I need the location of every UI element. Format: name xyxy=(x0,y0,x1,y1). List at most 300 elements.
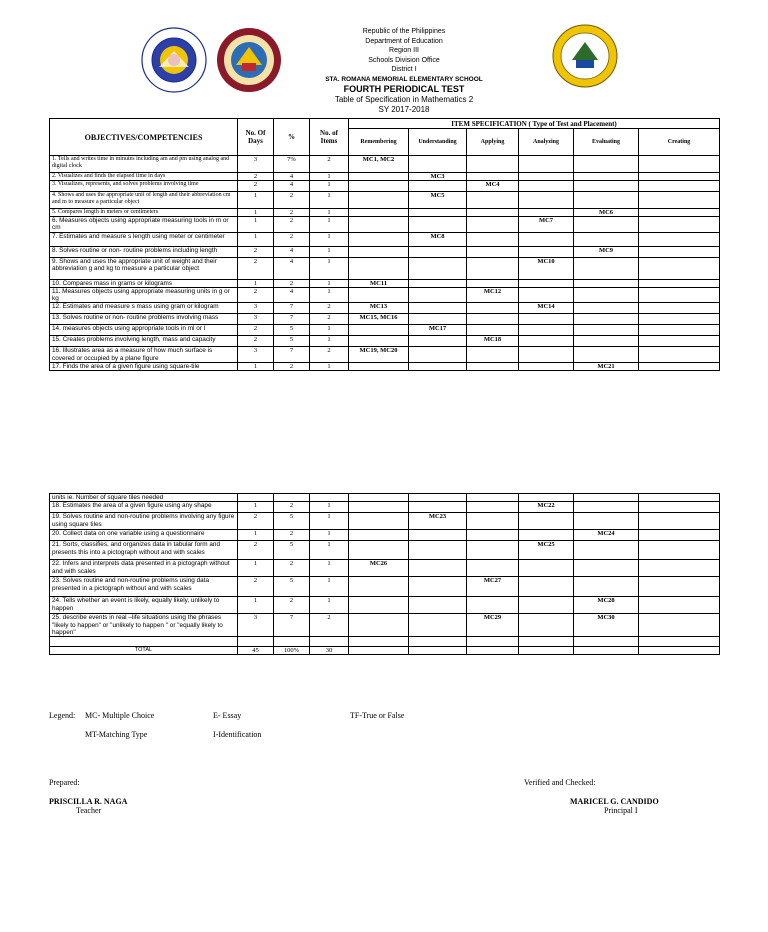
cell-evaluating xyxy=(574,173,639,181)
cell-remembering xyxy=(349,246,409,257)
cell-items: 30 xyxy=(310,647,349,655)
cell-understanding xyxy=(409,502,467,513)
cell-days: 1 xyxy=(238,530,274,541)
cell-objective: 4. Shows and uses the appropriate unit of length and their abbreviation cm and m to measure a particular object xyxy=(50,192,238,209)
cell-applying xyxy=(467,502,519,513)
cell-analyzing: MC14 xyxy=(519,303,574,314)
cell-understanding: MC23 xyxy=(409,513,467,530)
cell-analyzing xyxy=(519,560,574,577)
test-title: FOURTH PERIODICAL TEST xyxy=(343,84,465,94)
cell-creating xyxy=(639,173,720,181)
table-row xyxy=(50,209,720,217)
cell-applying xyxy=(467,232,519,246)
cell-analyzing xyxy=(519,647,574,655)
cell-understanding xyxy=(409,530,467,541)
header-applying: Applying xyxy=(467,129,519,156)
cell-percent: 100% xyxy=(274,647,310,655)
cell-analyzing xyxy=(519,347,574,363)
header-remembering: Remembering xyxy=(349,129,409,156)
cell-days: 3 xyxy=(238,614,274,637)
cell-objective: 7. Estimates and measure s length using meter or centimeter xyxy=(50,232,238,246)
verified-name: MARICEL G. CANDIDO xyxy=(570,797,659,806)
cell-analyzing xyxy=(519,363,574,371)
cell-items: 1 xyxy=(310,530,349,541)
cell-objective: 3. Visualizes, represents, and solves problems involving time xyxy=(50,181,238,192)
cell-objective: 11. Measures objects using appropriate measuring units in g or kg xyxy=(50,287,238,303)
cell-days: 2 xyxy=(238,181,274,192)
cell-creating xyxy=(639,597,720,614)
cell-creating xyxy=(639,325,720,336)
cell-creating xyxy=(639,181,720,192)
cell-understanding xyxy=(409,363,467,371)
cell-evaluating xyxy=(574,541,639,560)
cell-items: 1 xyxy=(310,502,349,513)
cell-items: 1 xyxy=(310,325,349,336)
cell-remembering xyxy=(349,502,409,513)
verified-role: Principal I xyxy=(604,806,638,815)
header-creating: Creating xyxy=(639,129,720,156)
cell-understanding xyxy=(409,336,467,347)
cell-objective: 13. Solves routine or non- routine problems involving mass xyxy=(50,314,238,325)
table-row xyxy=(50,192,720,209)
cell-analyzing xyxy=(519,577,574,597)
cell-applying xyxy=(467,560,519,577)
cell-applying xyxy=(467,173,519,181)
cell-items: 1 xyxy=(310,541,349,560)
cell-evaluating: MC28 xyxy=(574,597,639,614)
cell-applying xyxy=(467,530,519,541)
table-row xyxy=(50,647,720,655)
table-row xyxy=(50,336,720,347)
cell-analyzing xyxy=(519,597,574,614)
cell-days: 2 xyxy=(238,325,274,336)
cell-applying xyxy=(467,647,519,655)
cell-days: 1 xyxy=(238,217,274,233)
cell-understanding xyxy=(409,217,467,233)
cell-remembering xyxy=(349,192,409,209)
table-row xyxy=(50,513,720,530)
cell-creating xyxy=(639,513,720,530)
cell-applying xyxy=(467,637,519,647)
cell-days: 2 xyxy=(238,513,274,530)
cell-analyzing: MC10 xyxy=(519,257,574,279)
cell-applying xyxy=(467,279,519,287)
header-department: Department of Education xyxy=(365,37,443,45)
cell-items: 1 xyxy=(310,209,349,217)
cell-items: 2 xyxy=(310,156,349,173)
cell-days: 2 xyxy=(238,173,274,181)
table-row xyxy=(50,577,720,597)
cell-items: 2 xyxy=(310,614,349,637)
cell-creating xyxy=(639,637,720,647)
cell-analyzing xyxy=(519,530,574,541)
table-row xyxy=(50,287,720,303)
header-evaluating: Evaluating xyxy=(574,129,639,156)
cell-remembering xyxy=(349,325,409,336)
table-row xyxy=(50,257,720,279)
cell-objective: 14. measures objects using appropriate tools in ml or l xyxy=(50,325,238,336)
cell-understanding xyxy=(409,637,467,647)
table-row xyxy=(50,246,720,257)
cell-remembering xyxy=(349,637,409,647)
cell-understanding xyxy=(409,560,467,577)
cell-analyzing xyxy=(519,336,574,347)
cell-days: 1 xyxy=(238,192,274,209)
cell-understanding xyxy=(409,279,467,287)
cell-items: 1 xyxy=(310,173,349,181)
cell-remembering: MC15, MC16 xyxy=(349,314,409,325)
cell-days: 1 xyxy=(238,560,274,577)
cell-objective: 6. Measures objects using appropriate measuring tools in m or cm xyxy=(50,217,238,233)
cell-percent: 7 xyxy=(274,347,310,363)
cell-creating xyxy=(639,502,720,513)
cell-applying xyxy=(467,246,519,257)
cell-understanding xyxy=(409,314,467,325)
cell-items: 1 xyxy=(310,232,349,246)
cell-objective: 20. Collect data on one variable using a questionnaire xyxy=(50,530,238,541)
table-row xyxy=(50,232,720,246)
cell-analyzing xyxy=(519,637,574,647)
cell-creating xyxy=(639,363,720,371)
cell-remembering xyxy=(349,209,409,217)
table-row xyxy=(50,181,720,192)
cell-percent: 2 xyxy=(274,502,310,513)
cell-percent: 2 xyxy=(274,209,310,217)
cell-days: 2 xyxy=(238,246,274,257)
cell-applying: MC29 xyxy=(467,614,519,637)
cell-evaluating xyxy=(574,336,639,347)
legend-true-false: TF-True or False xyxy=(350,711,405,720)
table-row xyxy=(50,541,720,560)
cell-percent: 2 xyxy=(274,279,310,287)
cell-analyzing xyxy=(519,156,574,173)
cell-evaluating xyxy=(574,192,639,209)
cell-analyzing xyxy=(519,287,574,303)
cell-objective: 5. Compares length in meters or centimeters xyxy=(50,209,238,217)
cell-items: 1 xyxy=(310,560,349,577)
cell-objective: units ie. Number of square tiles needed xyxy=(50,494,238,502)
table-row xyxy=(50,279,720,287)
cell-creating xyxy=(639,303,720,314)
header-items: No. of Items xyxy=(310,119,349,156)
cell-evaluating xyxy=(574,577,639,597)
cell-days: 1 xyxy=(238,597,274,614)
cell-percent: 2 xyxy=(274,597,310,614)
cell-percent xyxy=(274,494,310,502)
cell-creating xyxy=(639,156,720,173)
cell-remembering xyxy=(349,287,409,303)
table-row xyxy=(50,173,720,181)
specification-table-part1 xyxy=(49,118,720,371)
cell-understanding xyxy=(409,347,467,363)
cell-analyzing xyxy=(519,279,574,287)
cell-applying xyxy=(467,156,519,173)
table-row xyxy=(50,637,720,647)
cell-creating xyxy=(639,530,720,541)
table-row xyxy=(50,325,720,336)
header-days: No. Of Days xyxy=(238,119,274,156)
cell-days: 2 xyxy=(238,257,274,279)
cell-applying: MC18 xyxy=(467,336,519,347)
cell-remembering xyxy=(349,577,409,597)
cell-remembering: MC13 xyxy=(349,303,409,314)
cell-evaluating xyxy=(574,513,639,530)
header-percent: % xyxy=(274,119,310,156)
cell-evaluating xyxy=(574,303,639,314)
table-row xyxy=(50,217,720,233)
cell-percent: 4 xyxy=(274,246,310,257)
legend-identification: I-Identification xyxy=(213,730,262,739)
cell-objective xyxy=(50,637,238,647)
cell-items: 1 xyxy=(310,513,349,530)
table-row xyxy=(50,347,720,363)
cell-understanding xyxy=(409,181,467,192)
cell-remembering xyxy=(349,217,409,233)
test-subtitle: Table of Specification in Mathematics 2 xyxy=(334,95,474,104)
cell-evaluating xyxy=(574,181,639,192)
cell-creating xyxy=(639,279,720,287)
cell-percent: 7 xyxy=(274,314,310,325)
prepared-label: Prepared: xyxy=(49,778,80,787)
cell-objective: 10. Compares mass in grams or kilograms xyxy=(50,279,238,287)
table-row xyxy=(50,363,720,371)
document-header xyxy=(20,27,768,115)
specification-table-part2 xyxy=(49,493,720,655)
cell-evaluating xyxy=(574,637,639,647)
cell-objective: 2. Visualizes and finds the elapsed time in days xyxy=(50,173,238,181)
cell-applying xyxy=(467,209,519,217)
cell-percent: 2 xyxy=(274,530,310,541)
header-republic: Republic of the Philippines xyxy=(362,28,446,35)
cell-creating xyxy=(639,647,720,655)
cell-days: 1 xyxy=(238,279,274,287)
cell-applying xyxy=(467,325,519,336)
cell-analyzing xyxy=(519,232,574,246)
cell-percent: 2 xyxy=(274,560,310,577)
cell-understanding xyxy=(409,303,467,314)
cell-percent: 7% xyxy=(274,156,310,173)
header-region: Region III xyxy=(389,47,419,54)
cell-objective: 15. Creates problems involving length, mass and capacity xyxy=(50,336,238,347)
cell-analyzing xyxy=(519,314,574,325)
cell-percent xyxy=(274,637,310,647)
cell-evaluating xyxy=(574,560,639,577)
cell-applying: MC12 xyxy=(467,287,519,303)
cell-remembering xyxy=(349,173,409,181)
cell-evaluating xyxy=(574,232,639,246)
cell-remembering xyxy=(349,494,409,502)
cell-creating xyxy=(639,209,720,217)
table-row xyxy=(50,597,720,614)
cell-creating xyxy=(639,494,720,502)
cell-analyzing xyxy=(519,209,574,217)
cell-analyzing xyxy=(519,513,574,530)
cell-evaluating xyxy=(574,347,639,363)
cell-evaluating xyxy=(574,156,639,173)
school-year: SY 2017-2018 xyxy=(378,105,430,114)
cell-remembering xyxy=(349,363,409,371)
cell-remembering: MC1, MC2 xyxy=(349,156,409,173)
cell-remembering xyxy=(349,257,409,279)
cell-objective: 22. Infers and interprets data presented in a pictograph without and with scales xyxy=(50,560,238,577)
cell-days: 1 xyxy=(238,363,274,371)
cell-days: 1 xyxy=(238,502,274,513)
cell-items: 1 xyxy=(310,287,349,303)
table-row xyxy=(50,560,720,577)
cell-applying xyxy=(467,257,519,279)
cell-applying xyxy=(467,217,519,233)
cell-evaluating: MC9 xyxy=(574,246,639,257)
cell-remembering xyxy=(349,513,409,530)
cell-remembering xyxy=(349,232,409,246)
cell-applying xyxy=(467,314,519,325)
cell-objective: 9. Shows and uses the appropriate unit of weight and their abbreviation g and kg to measure a particular object xyxy=(50,257,238,279)
cell-creating xyxy=(639,217,720,233)
cell-objective: 25. describe events in real –life situations using the phrases "likely to happen" or "unlikely to happen " or "equally likely to happen" xyxy=(50,614,238,637)
cell-understanding xyxy=(409,494,467,502)
cell-percent: 5 xyxy=(274,541,310,560)
cell-evaluating xyxy=(574,502,639,513)
cell-analyzing: MC22 xyxy=(519,502,574,513)
header-understanding: Understanding xyxy=(409,129,467,156)
cell-items: 1 xyxy=(310,257,349,279)
cell-items xyxy=(310,637,349,647)
cell-applying: MC27 xyxy=(467,577,519,597)
cell-creating xyxy=(639,232,720,246)
cell-creating xyxy=(639,287,720,303)
cell-understanding: MC17 xyxy=(409,325,467,336)
cell-days: 1 xyxy=(238,232,274,246)
cell-days: 3 xyxy=(238,347,274,363)
header-division: Schools Division Office xyxy=(368,56,440,64)
cell-objective: 17. Finds the area of a given figure using square-tile xyxy=(50,363,238,371)
legend-essay: E- Essay xyxy=(213,711,242,720)
cell-analyzing: MC7 xyxy=(519,217,574,233)
cell-percent: 2 xyxy=(274,217,310,233)
legend-label: Legend: xyxy=(49,711,76,720)
cell-items: 1 xyxy=(310,363,349,371)
cell-evaluating xyxy=(574,494,639,502)
cell-items xyxy=(310,494,349,502)
cell-analyzing: MC25 xyxy=(519,541,574,560)
legend-matching-type: MT-Matching Type xyxy=(85,730,148,739)
table-row xyxy=(50,530,720,541)
cell-understanding: MC8 xyxy=(409,232,467,246)
cell-items: 1 xyxy=(310,192,349,209)
cell-objective: 12. Estimates and measure s mass using gram or kilogram xyxy=(50,303,238,314)
header-objectives: OBJECTIVES/COMPETENCIES xyxy=(50,119,238,156)
cell-days: 45 xyxy=(238,647,274,655)
cell-creating xyxy=(639,560,720,577)
cell-percent: 2 xyxy=(274,232,310,246)
cell-items: 2 xyxy=(310,347,349,363)
cell-days: 3 xyxy=(238,314,274,325)
cell-percent: 5 xyxy=(274,513,310,530)
cell-creating xyxy=(639,192,720,209)
cell-remembering xyxy=(349,541,409,560)
cell-percent: 5 xyxy=(274,336,310,347)
table-row xyxy=(50,494,720,502)
cell-remembering: MC19, MC20 xyxy=(349,347,409,363)
cell-percent: 7 xyxy=(274,614,310,637)
cell-understanding xyxy=(409,647,467,655)
table-row xyxy=(50,502,720,513)
cell-remembering: MC26 xyxy=(349,560,409,577)
cell-understanding xyxy=(409,541,467,560)
cell-applying xyxy=(467,363,519,371)
cell-creating xyxy=(639,246,720,257)
cell-creating xyxy=(639,347,720,363)
cell-percent: 4 xyxy=(274,257,310,279)
cell-percent: 2 xyxy=(274,192,310,209)
cell-understanding xyxy=(409,156,467,173)
cell-objective: 8. Solves routine or non- routine problems including length xyxy=(50,246,238,257)
prepared-role: Teacher xyxy=(76,806,102,815)
cell-analyzing xyxy=(519,325,574,336)
legend-multiple-choice: MC- Multiple Choice xyxy=(85,711,155,720)
cell-objective: 1. Tells and writes time in minutes including am and pm using analog and digital clock xyxy=(50,156,238,173)
cell-items: 1 xyxy=(310,181,349,192)
cell-remembering xyxy=(349,647,409,655)
cell-creating xyxy=(639,541,720,560)
cell-understanding xyxy=(409,246,467,257)
cell-analyzing xyxy=(519,181,574,192)
cell-percent: 4 xyxy=(274,173,310,181)
cell-evaluating xyxy=(574,279,639,287)
cell-creating xyxy=(639,577,720,597)
cell-creating xyxy=(639,257,720,279)
cell-objective: 21. Sorts, classifies, and organizes data in tabular form and presents this into a pictograph without and with scales xyxy=(50,541,238,560)
cell-objective: 24. Tells whether an event is likely, equally likely, unlikely to happen xyxy=(50,597,238,614)
cell-objective: 19. Solves routine and non-routine problems involving any figure using square tiles xyxy=(50,513,238,530)
header-school: STA. ROMANA MEMORIAL ELEMENTARY SCHOOL xyxy=(325,75,483,83)
cell-days: 3 xyxy=(238,156,274,173)
cell-items: 1 xyxy=(310,246,349,257)
cell-items: 1 xyxy=(310,597,349,614)
cell-percent: 2 xyxy=(274,363,310,371)
header-district: District I xyxy=(391,66,417,73)
cell-items: 1 xyxy=(310,577,349,597)
cell-evaluating xyxy=(574,314,639,325)
cell-objective: TOTAL xyxy=(50,647,238,655)
table-row xyxy=(50,156,720,173)
cell-applying xyxy=(467,347,519,363)
cell-analyzing xyxy=(519,173,574,181)
cell-analyzing xyxy=(519,192,574,209)
cell-understanding xyxy=(409,597,467,614)
cell-creating xyxy=(639,314,720,325)
cell-days xyxy=(238,494,274,502)
cell-understanding xyxy=(409,287,467,303)
cell-understanding xyxy=(409,257,467,279)
cell-days: 1 xyxy=(238,209,274,217)
cell-remembering xyxy=(349,181,409,192)
header-item-specification: ITEM SPECIFICATION ( Type of Test and Placement) xyxy=(349,119,720,129)
cell-percent: 7 xyxy=(274,303,310,314)
cell-applying xyxy=(467,494,519,502)
cell-days: 2 xyxy=(238,287,274,303)
cell-days: 2 xyxy=(238,336,274,347)
cell-percent: 5 xyxy=(274,325,310,336)
cell-applying xyxy=(467,303,519,314)
cell-creating xyxy=(639,614,720,637)
cell-creating xyxy=(639,336,720,347)
cell-evaluating xyxy=(574,257,639,279)
cell-percent: 5 xyxy=(274,577,310,597)
cell-applying: MC4 xyxy=(467,181,519,192)
cell-percent: 4 xyxy=(274,287,310,303)
cell-applying xyxy=(467,192,519,209)
